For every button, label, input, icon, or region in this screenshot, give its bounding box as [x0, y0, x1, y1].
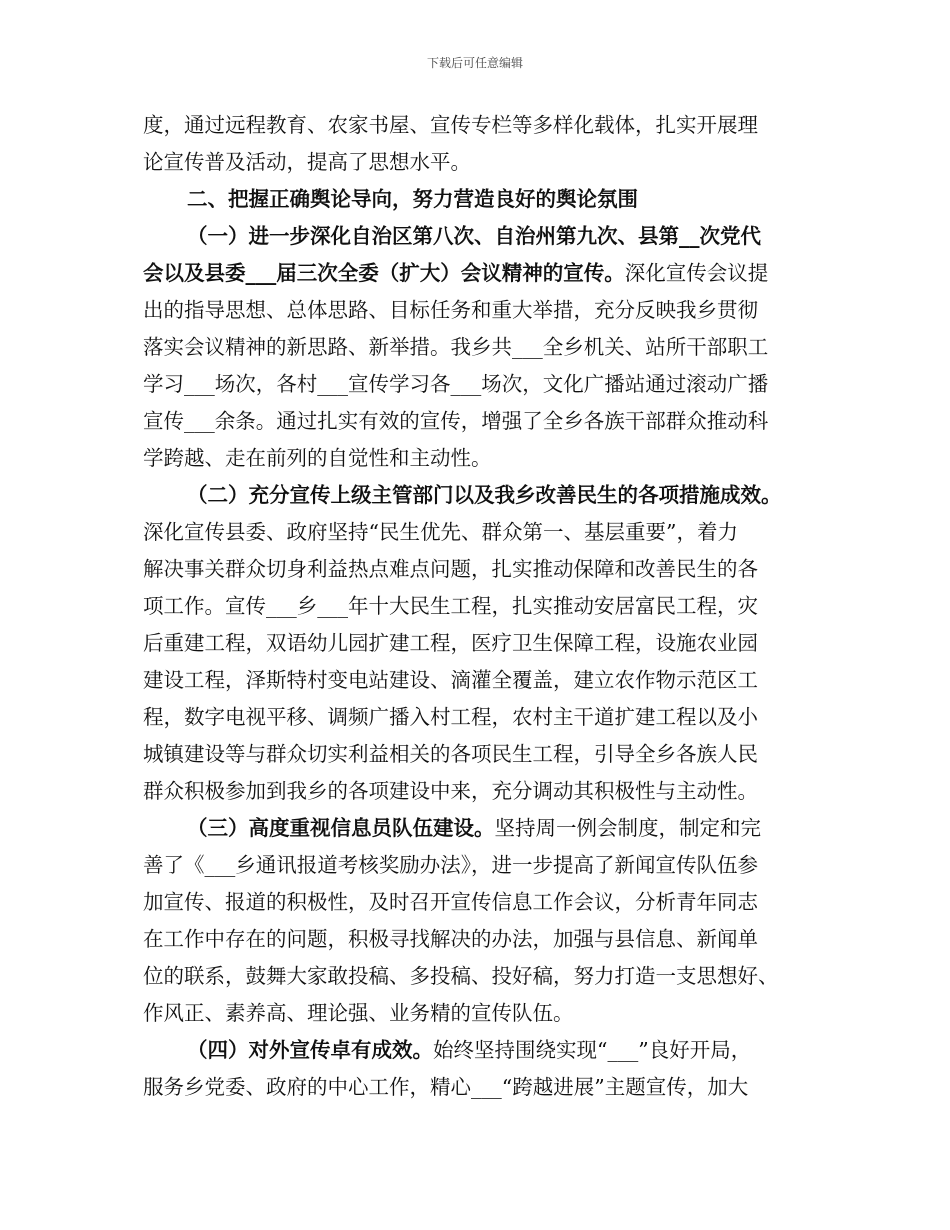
- text-line: 后重建工程，双语幼儿园扩建工程，医疗卫生保障工程，设施农业园: [143, 631, 758, 655]
- subsection-title: （三）高度重视信息员队伍建设。: [187, 816, 495, 840]
- text-line: 出的指导思想、总体思路、目标任务和重大举措，充分反映我乡贯彻: [143, 298, 758, 322]
- text-line: [143, 255, 807, 292]
- text-line: 服务乡党委、政府的中心工作，精心___“跨越进展”主题宣传，加大: [143, 1075, 749, 1099]
- subsection-title: （二）充分宣传上级主管部门以及我乡改善民生的各项措施成效。: [187, 483, 782, 507]
- subsection-title: （一）进一步深化自治区第八次、自治州第九次、县第__次党代: [187, 224, 761, 248]
- page-header: 下载后可任意编辑: [426, 56, 523, 70]
- text-line: 宣传___余条。通过扎实有效的宣传，增强了全乡各族干部群众推动科: [143, 409, 769, 433]
- text-line: 论宣传普及活动，提高了思想水平。: [143, 150, 471, 174]
- text-line: 加宣传、报道的积极性，及时召开宣传信息工作会议，分析青年同志: [143, 890, 758, 914]
- text-line: 群众积极参加到我乡的各项建设中来，充分调动其积极性与主动性。: [143, 779, 758, 803]
- text-line: 位的联系，鼓舞大家敢投稿、多投稿、投好稿，努力打造一支思想好、: [143, 964, 779, 988]
- subsection-title: （四）对外宣传卓有成效。: [187, 1038, 433, 1062]
- text-line: 学跨越、走在前列的自觉性和主动性。: [143, 446, 492, 470]
- text-line: 善了《___乡通讯报道考核奖励办法》，进一步提高了新闻宣传队伍参: [143, 853, 758, 877]
- text-line: [143, 810, 807, 847]
- text-line: 解决事关群众切身利益热点难点问题，扎实推动保障和改善民生的各: [143, 557, 758, 581]
- text-line: 在工作中存在的问题，积极寻找解决的办法，加强与县信息、新闻单: [143, 927, 758, 951]
- text-line: 深化宣传县委、政府坚持“民生优先、群众第一、基层重要”，着力: [143, 520, 738, 544]
- text-line: 度，通过远程教育、农家书屋、宣传专栏等多样化载体，扎实开展理: [143, 113, 758, 137]
- text-line: 项工作。宣传___乡___年十大民生工程，扎实推动安居富民工程，灾: [143, 594, 758, 618]
- text-line: [143, 1032, 807, 1069]
- body-text: 坚持周一例会制度，制定和完: [494, 816, 761, 840]
- text-line: 落实会议精神的新思路、新举措。我乡共___全乡机关、站所干部职工: [143, 335, 769, 359]
- text-line: 学习___场次，各村___宣传学习各___场次，文化广播站通过滚动广播: [143, 372, 769, 396]
- text-line: 作风正、素养高、理论强、业务精的宣传队伍。: [143, 1001, 574, 1025]
- body-text: 始终坚持围绕实现“___”良好开局，: [433, 1038, 752, 1062]
- subsection-title: 会以及县委___届三次全委（扩大）会议精神的宣传。: [143, 261, 625, 285]
- body-text: 深化宣传会议提: [624, 261, 769, 285]
- text-line: 城镇建设等与群众切实利益相关的各项民生工程，引导全乡各族人民: [143, 742, 758, 766]
- text-line: 程，数字电视平移、调频广播入村工程，农村主干道扩建工程以及小: [143, 705, 758, 729]
- document-body: [143, 107, 807, 1106]
- text-line: 建设工程，泽斯特村变电站建设、滴灌全覆盖，建立农作物示范区工: [143, 668, 758, 692]
- section-heading: 二、把握正确舆论导向，努力营造良好的舆论氛围: [187, 187, 638, 211]
